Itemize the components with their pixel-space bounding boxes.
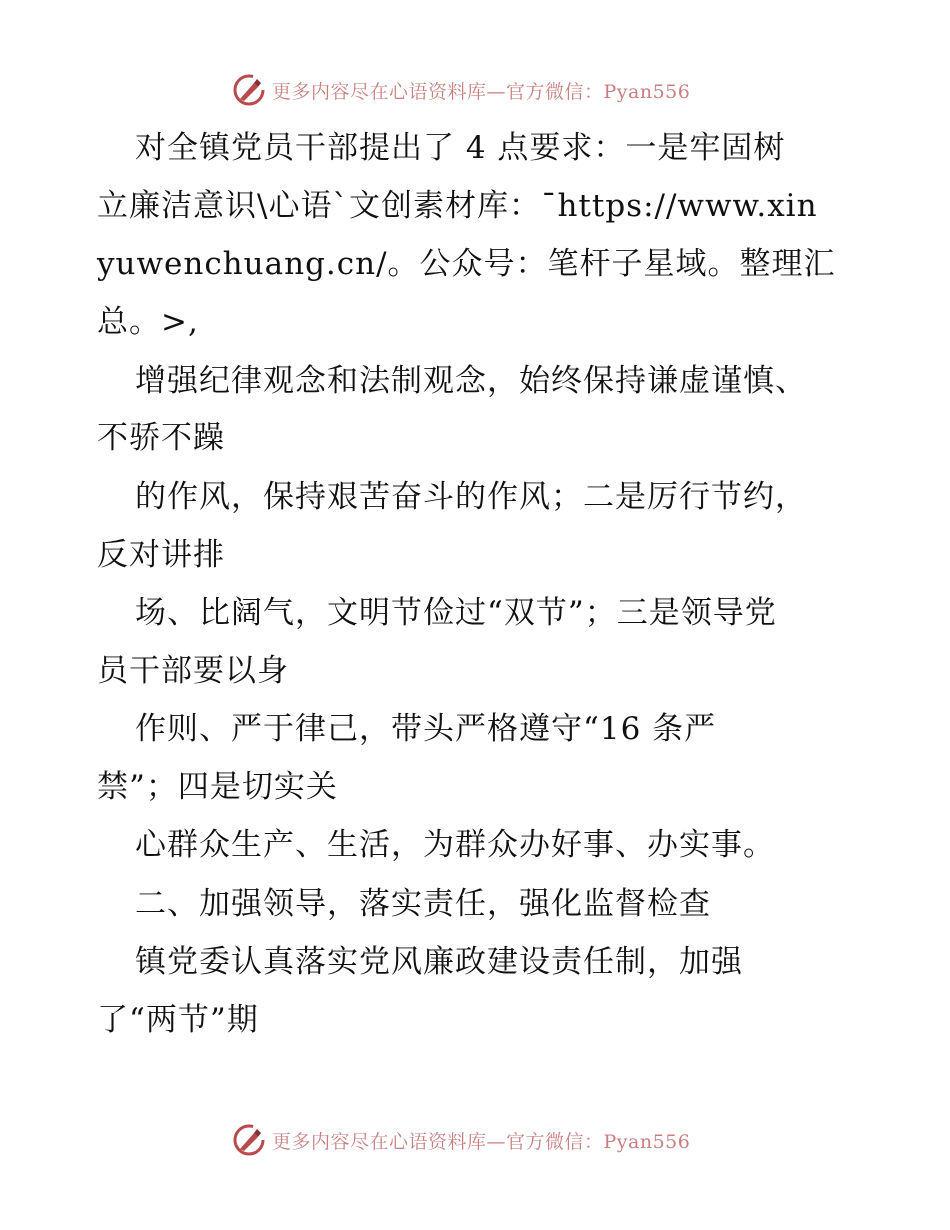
footer-banner: [232, 1122, 690, 1158]
text-line: 镇党委认真落实党风廉政建设责任制，加强: [135, 944, 743, 980]
text-line: 员干部要以身: [97, 653, 289, 689]
section-heading: 二、加强领导，落实责任，强化监督检查: [135, 886, 711, 922]
header-banner: [232, 72, 690, 108]
text-line: 反对讲排: [97, 537, 225, 573]
pen-logo-icon: [232, 1123, 266, 1157]
pen-logo-icon: [232, 73, 266, 107]
text-line: 立廉洁意识\心语`文创素材库：¯https://www.xin: [97, 188, 818, 224]
text-line: yuwenchuang.cn/。公众号：笔杆子星域。整理汇: [97, 246, 836, 282]
text-line: 作则、严于律己，带头严格遵守“16 条严: [135, 711, 717, 747]
text-line: 禁”；四是切实关: [97, 769, 338, 805]
text-line: 总。>,: [97, 304, 199, 340]
banner-text: 更多内容尽在心语资料库—官方微信：Pyan556: [272, 80, 691, 103]
banner-text: 更多内容尽在心语资料库—官方微信：Pyan556: [272, 1130, 691, 1153]
text-line: 的作风，保持艰苦奋斗的作风；二是厉行节约，: [135, 479, 807, 515]
text-line: 了“两节”期: [97, 1002, 259, 1038]
text-line: 对全镇党员干部提出了 4 点要求：一是牢固树: [135, 130, 786, 166]
text-line: 心群众生产、生活，为群众办好事、办实事。: [135, 827, 775, 863]
text-line: 增强纪律观念和法制观念，始终保持谦虚谨慎、: [135, 363, 807, 399]
text-line: 不骄不躁: [97, 420, 225, 456]
text-line: 场、比阔气，文明节俭过“双节”；三是领导党: [135, 595, 777, 631]
